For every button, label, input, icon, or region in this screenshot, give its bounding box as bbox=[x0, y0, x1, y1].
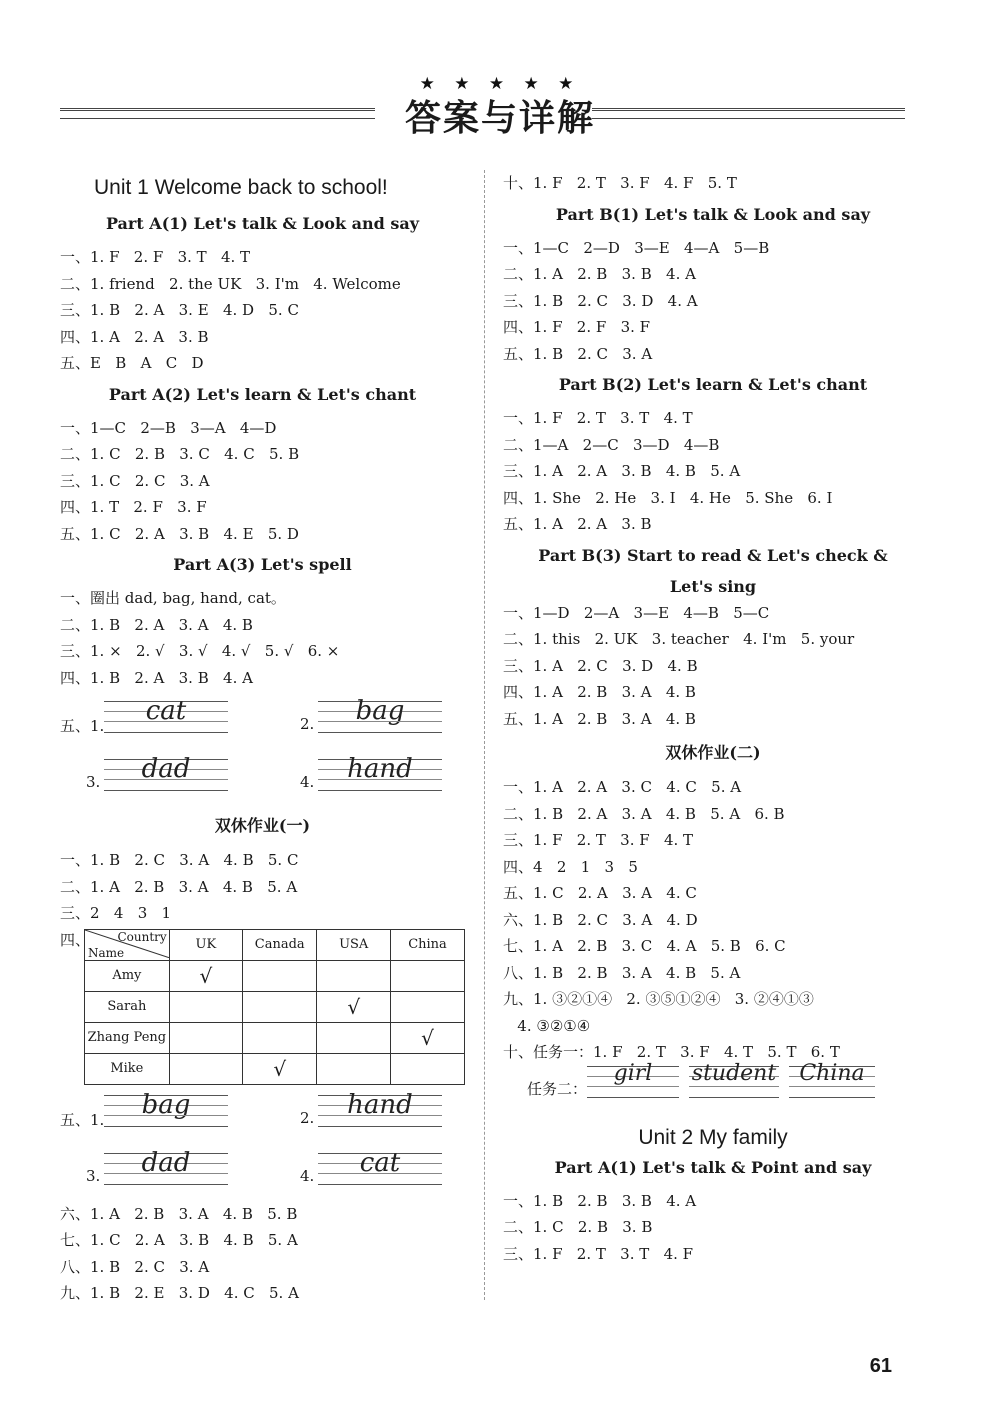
handwriting-row bbox=[60, 749, 465, 807]
answer-line: 七、1. C 2. A 3. B 4. B 5. A bbox=[60, 1231, 298, 1249]
answer-line: 一、1. B 2. C 3. A 4. B 5. C bbox=[60, 851, 299, 869]
handwritten-word: cat bbox=[359, 1147, 401, 1178]
answer-line: 六、1. A 2. B 3. A 4. B 5. B bbox=[60, 1204, 298, 1223]
answer-line: 一、1. A 2. A 3. C 4. C 5. A bbox=[503, 778, 742, 796]
handwritten-word: cat bbox=[145, 696, 187, 726]
writing-lines bbox=[789, 1060, 875, 1098]
answer-line: 一、圈出 dad, bag, hand, cat。 bbox=[60, 589, 286, 607]
answer-line: 二、1. B 2. A 3. A 4. B bbox=[60, 615, 253, 634]
handwritten-word: girl bbox=[613, 1060, 653, 1086]
answer-line: 五、E B A C D bbox=[60, 354, 204, 372]
item-number: 4. bbox=[300, 1166, 315, 1185]
answer-line: 五、1. B 2. C 3. A bbox=[503, 344, 653, 363]
answer-line: 四、1. B 2. A 3. B 4. A bbox=[60, 668, 253, 687]
item-number: 3. bbox=[86, 773, 101, 791]
answer-line: 三、1. F 2. T 3. T 4. F bbox=[503, 1244, 694, 1263]
row-name: Sarah bbox=[85, 991, 170, 1022]
answer-line: 十、1. F 2. T 3. F 4. F 5. T bbox=[503, 174, 737, 192]
table-cell bbox=[243, 1022, 317, 1053]
answer-line: 三、1. F 2. T 3. F 4. T bbox=[503, 831, 694, 849]
writing-lines bbox=[587, 1060, 679, 1098]
answer-line: 一、1—C 2—B 3—A 4—D bbox=[60, 418, 277, 437]
writing-lines bbox=[104, 754, 228, 791]
answer-line: 五、1. C 2. A 3. B 4. E 5. D bbox=[60, 524, 299, 543]
answer-line: 二、1. C 2. B 3. B bbox=[503, 1218, 653, 1236]
answer-line: 三、2 4 3 1 bbox=[60, 904, 172, 922]
item-number: 3. bbox=[86, 1166, 101, 1185]
writing-lines bbox=[104, 1089, 228, 1127]
row-name: Mike bbox=[85, 1053, 170, 1084]
answer-line: 四、1. F 2. F 3. F bbox=[503, 318, 651, 336]
answer-line: 二、1. this 2. UK 3. teacher 4. I'm 5. your bbox=[503, 630, 855, 648]
unit2-part-a1-heading: Part A(1) Let's talk & Point and say bbox=[554, 1157, 872, 1177]
column-divider bbox=[484, 170, 485, 1300]
answer-line: 九、1. ③②①④ 2. ③⑤①②④ 3. ②④①③ bbox=[503, 990, 814, 1008]
row-name: Amy bbox=[85, 960, 170, 991]
item-number: 2. bbox=[300, 1108, 315, 1127]
table-cell bbox=[391, 960, 465, 991]
answer-line: 八、1. B 2. C 3. A bbox=[60, 1257, 210, 1276]
handwritten-word: China bbox=[799, 1060, 865, 1086]
item-number: 五、1. bbox=[60, 717, 105, 735]
handwritten-word: dad bbox=[141, 1147, 191, 1178]
answer-line: 二、1. A 2. B 3. B 4. A bbox=[503, 265, 696, 283]
part-a3-heading: Part A(3) Let's spell bbox=[173, 555, 352, 574]
table-cell bbox=[169, 1022, 242, 1053]
answer-line: 三、1. C 2. C 3. A bbox=[60, 471, 210, 490]
answer-line: 三、1. B 2. C 3. D 4. A bbox=[503, 291, 698, 310]
part-b2-heading: Part B(2) Let's learn & Let's chant bbox=[558, 375, 868, 394]
handwritten-word: hand bbox=[347, 1089, 413, 1120]
answer-line: 三、1. A 2. C 3. D 4. B bbox=[503, 656, 698, 675]
table-cell: √ bbox=[169, 960, 242, 991]
table-cell bbox=[317, 1053, 391, 1084]
handwritten-word: hand bbox=[347, 754, 413, 784]
handwritten-word: bag bbox=[141, 1089, 191, 1120]
part-b3-heading: Part B(3) Start to read & Let's check & bbox=[538, 545, 888, 565]
answer-line: 九、1. B 2. E 3. D 4. C 5. A bbox=[60, 1284, 299, 1302]
table-cell bbox=[169, 991, 242, 1022]
table-cell bbox=[317, 960, 391, 991]
table-corner-cell bbox=[85, 929, 170, 960]
part-b1-heading: Part B(1) Let's talk & Look and say bbox=[555, 204, 871, 224]
writing-lines bbox=[689, 1060, 779, 1098]
table-cell bbox=[391, 1053, 465, 1084]
answer-line: 二、1. A 2. B 3. A 4. B 5. A bbox=[60, 877, 298, 896]
country-table-block bbox=[60, 929, 465, 1085]
column-header: USA bbox=[317, 929, 391, 960]
table-cell: √ bbox=[317, 991, 391, 1022]
answer-line: 一、1—C 2—D 3—E 4—A 5—B bbox=[503, 238, 770, 257]
handwriting-row bbox=[60, 1143, 465, 1201]
answer-line: 四、1. She 2. He 3. I 4. He 5. She 6. I bbox=[503, 488, 833, 507]
answer-line: 二、1. friend 2. the UK 3. I'm 4. Welcome bbox=[60, 274, 401, 293]
title-stars: ★ ★ ★ ★ ★ bbox=[419, 74, 581, 94]
answer-line: 七、1. A 2. B 3. C 4. A 5. B 6. C bbox=[503, 937, 786, 955]
answer-line: 4. ③②①④ bbox=[503, 1016, 591, 1035]
answer-line: 二、1. C 2. B 3. C 4. C 5. B bbox=[60, 445, 300, 463]
page-number: 61 bbox=[869, 1355, 892, 1377]
unit1-title: Unit 1 Welcome back to school! bbox=[94, 176, 388, 199]
answer-line: 三、1. B 2. A 3. E 4. D 5. C bbox=[60, 301, 299, 319]
part-b3-heading-cont: Let's sing bbox=[669, 576, 757, 596]
answer-line: 十、任务一：1. F 2. T 3. F 4. T 5. T 6. T bbox=[503, 1043, 840, 1061]
answer-line: 六、1. B 2. C 3. A 4. D bbox=[503, 910, 698, 929]
answer-line: 三、1. × 2. √ 3. √ 4. √ 5. √ 6. × bbox=[60, 642, 340, 660]
country-table bbox=[84, 929, 465, 1085]
answer-line: 四、1. A 2. B 3. A 4. B bbox=[503, 683, 696, 701]
item-number: 五、1. bbox=[60, 1110, 105, 1129]
unit2-title: Unit 2 My family bbox=[638, 1125, 788, 1149]
answer-line: 三、1. A 2. A 3. B 4. B 5. A bbox=[503, 462, 741, 480]
answer-line: 二、1. B 2. A 3. A 4. B 5. A 6. B bbox=[503, 804, 785, 823]
answer-line: 二、1—A 2—C 3—D 4—B bbox=[503, 435, 720, 454]
table-cell bbox=[391, 991, 465, 1022]
part-a1-heading: Part A(1) Let's talk & Look and say bbox=[105, 214, 420, 233]
answer-line: 一、1. F 2. F 3. T 4. T bbox=[60, 248, 251, 266]
answer-line: 五、1. C 2. A 3. A 4. C bbox=[503, 884, 697, 902]
column-header: China bbox=[391, 929, 465, 960]
writing-lines bbox=[318, 754, 442, 791]
right-column bbox=[503, 170, 923, 1267]
handwritten-word: student bbox=[691, 1060, 777, 1086]
row-name: Zhang Peng bbox=[85, 1022, 170, 1053]
task2-label: 任务二： bbox=[527, 1079, 588, 1098]
answer-line: 四、1. A 2. A 3. B bbox=[60, 327, 209, 346]
task2-row bbox=[503, 1060, 923, 1112]
page-title: 答案与详解 bbox=[404, 98, 595, 139]
table-cell: √ bbox=[243, 1053, 317, 1084]
homework2-heading: 双休作业(二) bbox=[665, 743, 761, 762]
answer-line: 五、1. A 2. B 3. A 4. B bbox=[503, 709, 696, 728]
answer-line: 一、1. F 2. T 3. T 4. T bbox=[503, 409, 693, 427]
writing-lines bbox=[104, 696, 228, 733]
left-column bbox=[60, 170, 465, 1307]
handwritten-word: bag bbox=[355, 696, 405, 726]
table-cell bbox=[169, 1053, 242, 1084]
answer-line: 一、1—D 2—A 3—E 4—B 5—C bbox=[503, 603, 770, 622]
answer-line: 四、4 2 1 3 5 bbox=[503, 857, 638, 876]
answer-line: 八、1. B 2. B 3. A 4. B 5. A bbox=[503, 963, 741, 982]
table-cell bbox=[243, 991, 317, 1022]
table-cell bbox=[317, 1022, 391, 1053]
table-cell bbox=[243, 960, 317, 991]
handwritten-word: dad bbox=[141, 754, 191, 784]
handwriting-row bbox=[60, 1085, 465, 1143]
answer-line: 一、1. B 2. B 3. B 4. A bbox=[503, 1191, 697, 1210]
writing-lines bbox=[104, 1147, 228, 1185]
item-number: 2. bbox=[300, 715, 315, 733]
column-header: Canada bbox=[243, 929, 317, 960]
writing-lines bbox=[318, 1147, 442, 1185]
homework1-heading: 双休作业(一) bbox=[214, 816, 311, 835]
handwriting-row bbox=[60, 691, 465, 749]
corner-name-label: Name bbox=[88, 945, 125, 960]
item-number: 4. bbox=[300, 773, 315, 791]
writing-lines bbox=[318, 696, 442, 733]
item-number: 四、 bbox=[60, 930, 91, 949]
column-header: UK bbox=[169, 929, 242, 960]
answer-line: 五、1. A 2. A 3. B bbox=[503, 515, 652, 533]
writing-lines bbox=[318, 1089, 442, 1127]
answer-line: 四、1. T 2. F 3. F bbox=[60, 498, 207, 516]
table-cell: √ bbox=[391, 1022, 465, 1053]
part-a2-heading: Part A(2) Let's learn & Let's chant bbox=[108, 384, 417, 404]
corner-country-label: Country bbox=[117, 929, 167, 944]
